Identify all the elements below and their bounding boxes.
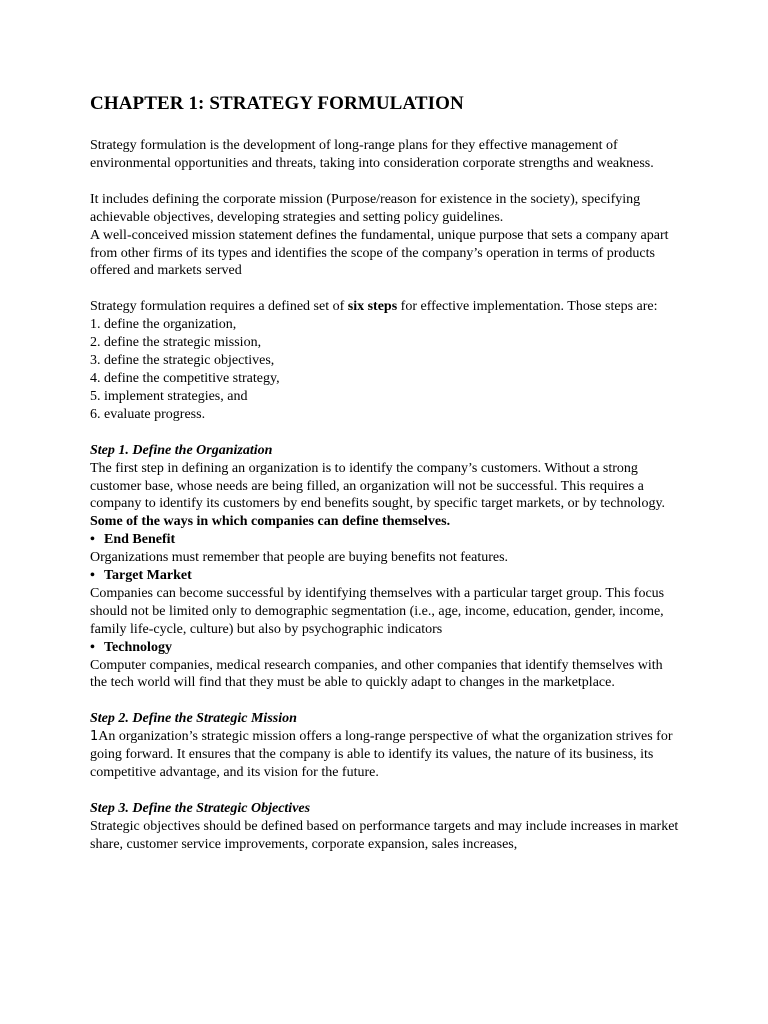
step2-body [90,728,680,782]
steps-intro [90,298,680,316]
mission-paragraph-2: A well-conceived mission statement defines the fundamental, unique purpose that sets a company apart from other firms of its types and identifies the scope of the company’s operation in terms of products offered and markets served [90,227,669,279]
steps-intro-before: Strategy formulation requires a defined set of [90,299,348,315]
step3-heading: Step 3. Define the Strategic Objectives [90,801,311,816]
bullet-label: Technology [104,639,172,655]
document-content [90,92,680,854]
ways-heading: Some of the ways in which companies can define themselves. [90,514,451,530]
step2-text: An organization’s strategic mission offers a long-range perspective of what the organization strives for going forward. It ensures that the company is able to identify its values, the nature of its business, its competitive advantage, and its vision for the future. [90,729,673,781]
steps-intro-bold: six steps [347,299,398,315]
bullet-icon: • [90,639,95,655]
step2-prefix: 1 [90,729,99,745]
step-list-item: 3. define the strategic objectives, [90,353,275,369]
bullet-target-market [90,567,680,585]
step-list-item: 6. evaluate progress. [90,406,206,422]
bullet-text: Computer companies, medical research companies, and other companies that identify themselves with the tech world will find that they must be able to quickly adapt to changes in the marketplace. [90,657,663,691]
mission-paragraph-1: It includes defining the corporate mission (Purpose/reason for existence in the society), specifying achievable objectives, developing strategies and setting policy guidelines. [90,191,641,225]
bullet-end-benefit [90,531,680,549]
intro-paragraph: Strategy formulation is the development of long-range plans for they effective management of environmental opportunities and threats, taking into consideration corporate strengths and weakness. [90,138,654,171]
bullet-label: Target Market [104,568,192,584]
bullet-icon: • [90,568,95,584]
step1-body: The first step in defining an organization is to identify the company’s customers. Without a strong customer base, whose needs are being filled, an organization will not be successful. This requires a company to identify its customers by end benefits sought, by specific target markets, or by technology. [90,460,666,512]
bullet-icon: • [90,532,95,548]
bullet-text: Organizations must remember that people are buying benefits not features. [90,550,509,566]
step-list-item: 4. define the competitive strategy, [90,370,280,386]
step2-heading: Step 2. Define the Strategic Mission [90,711,297,727]
bullet-label: End Benefit [104,532,176,548]
bullet-technology [90,639,680,657]
step-list-item: 1. define the organization, [90,317,237,333]
chapter-title: CHAPTER 1: STRATEGY FORMULATION [90,93,464,114]
step3-body: Strategic objectives should be defined based on performance targets and may include increases in market share, customer service improvements, corporate expansion, sales increases, [90,818,679,852]
steps-intro-after: for effective implementation. Those steps are: [397,299,658,315]
bullet-text: Companies can become successful by identifying themselves with a particular target group. This focus should not be limited only to demographic segmentation (i.e., age, income, education, gender, income, family life-cycle, culture) but also by psychographic indicators [90,585,665,637]
step-list-item: 2. define the strategic mission, [90,335,262,351]
step-list-item: 5. implement strategies, and [90,388,248,404]
step1-heading: Step 1. Define the Organization [90,442,273,458]
